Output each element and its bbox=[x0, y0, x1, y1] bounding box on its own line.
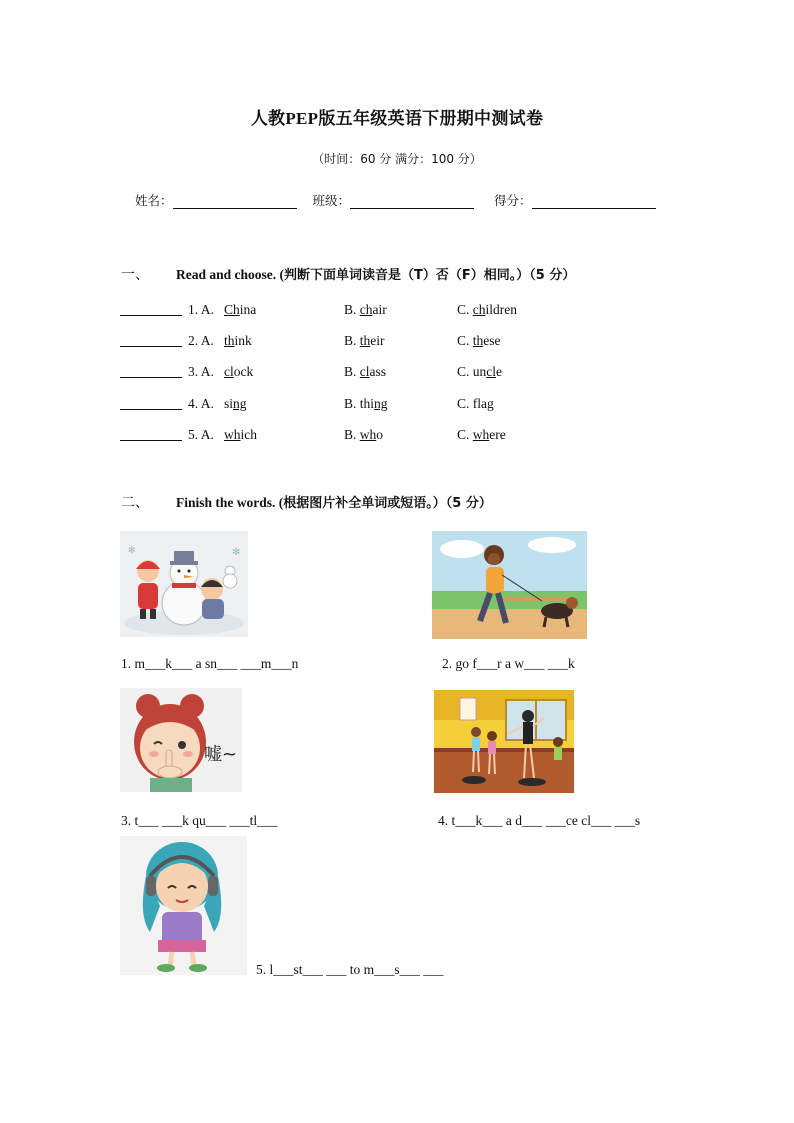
student-info-row bbox=[135, 191, 668, 209]
section-2-heading bbox=[121, 492, 492, 512]
underlined-letters: th bbox=[359, 333, 371, 348]
option-b bbox=[344, 427, 383, 443]
underlined-letters: cl bbox=[224, 364, 234, 379]
music-picture bbox=[120, 836, 247, 975]
underlined-letters: ch bbox=[472, 302, 486, 317]
question-number: 5. A. bbox=[188, 427, 214, 442]
class-field[interactable] bbox=[350, 196, 474, 209]
option-a bbox=[224, 427, 257, 443]
option-text: ese bbox=[483, 333, 501, 348]
question-row bbox=[120, 364, 503, 380]
option-text: C. bbox=[457, 302, 473, 317]
fill-item-1: 1. m___k___ a sn___ ___m___n bbox=[121, 656, 299, 671]
underlined-letters: ng bbox=[233, 396, 247, 411]
section-title-en: Finish the words. ( bbox=[176, 495, 284, 510]
option-text: ock bbox=[233, 364, 254, 379]
option-a bbox=[224, 396, 247, 412]
option-text: ildren bbox=[485, 302, 518, 317]
option-text: B. bbox=[344, 427, 360, 442]
section-title-cn: 判断下面单词读音是（T）否（F）相同。）（5 分） bbox=[284, 268, 576, 283]
option-b bbox=[344, 302, 387, 318]
name-label: 姓名： bbox=[135, 193, 173, 208]
question-row bbox=[120, 396, 494, 412]
option-text: C. bbox=[457, 333, 473, 348]
section-1-heading bbox=[121, 264, 575, 284]
underlined-letters: cl bbox=[359, 364, 370, 379]
fill-item-5: 5. l___st___ ___ to m___s___ ___ bbox=[256, 962, 444, 977]
option-c bbox=[457, 364, 502, 380]
option-text: B. bbox=[344, 302, 360, 317]
option-text: B. thi bbox=[344, 396, 375, 411]
option-a bbox=[224, 364, 253, 380]
question-number: 1. A. bbox=[188, 302, 214, 317]
exam-info: （时间：60 分 满分：100 分） bbox=[312, 152, 482, 166]
answer-blank[interactable] bbox=[120, 334, 182, 347]
svg-text:✻: ✻ bbox=[128, 546, 136, 556]
option-text: ass bbox=[369, 364, 387, 379]
class-label: 班级： bbox=[312, 193, 351, 208]
option-c bbox=[457, 333, 501, 349]
answer-blank[interactable] bbox=[120, 365, 182, 378]
section-number: 一、 bbox=[121, 267, 149, 283]
option-text: ina bbox=[239, 302, 257, 317]
page-title: 人教PEP版五年级英语下册期中测试卷 bbox=[250, 109, 544, 128]
underlined-letters: wh bbox=[472, 427, 490, 442]
answer-blank[interactable] bbox=[120, 303, 182, 316]
option-b bbox=[344, 333, 385, 349]
option-text: e bbox=[496, 364, 503, 379]
section-title-cn: 根据图片补全单词或短语。）（5 分） bbox=[283, 496, 492, 511]
answer-blank[interactable] bbox=[120, 397, 182, 410]
option-a bbox=[224, 333, 252, 349]
option-text: B. bbox=[344, 364, 360, 379]
option-c bbox=[457, 302, 517, 318]
option-text: C. bbox=[457, 427, 473, 442]
option-text: B. bbox=[344, 333, 360, 348]
underlined-letters: wh bbox=[224, 427, 241, 442]
answer-blank[interactable] bbox=[120, 428, 182, 441]
underlined-letters: th bbox=[224, 333, 235, 348]
question-row bbox=[120, 333, 501, 349]
shush-caption: 嘘~ bbox=[204, 744, 238, 765]
name-field[interactable] bbox=[173, 196, 297, 209]
underlined-letters: cl bbox=[486, 364, 497, 379]
question-number: 3. A. bbox=[188, 364, 214, 379]
underlined-letters: g bbox=[487, 396, 494, 411]
option-text: ink bbox=[234, 333, 252, 348]
section-title-en: Read and choose. ( bbox=[176, 267, 285, 282]
fill-item-3: 3. t___ ___k qu___ ___tl___ bbox=[121, 813, 278, 828]
underlined-letters: th bbox=[472, 333, 484, 348]
walk-dog-picture bbox=[432, 531, 587, 639]
option-text: C. un bbox=[457, 364, 487, 379]
option-text: C. fla bbox=[457, 396, 487, 411]
snowman-picture bbox=[120, 531, 248, 637]
fill-item-4: 4. t___k___ a d___ ___ce cl___ ___s bbox=[438, 813, 641, 828]
question-row bbox=[120, 302, 518, 318]
option-c bbox=[457, 427, 506, 443]
underlined-letters: wh bbox=[359, 427, 377, 442]
shush-picture bbox=[120, 688, 242, 792]
question-number: 4. A. bbox=[188, 396, 214, 411]
option-b bbox=[344, 396, 388, 412]
option-text: o bbox=[376, 427, 384, 442]
underlined-letters: ch bbox=[359, 302, 373, 317]
fill-item-2: 2. go f___r a w___ ___k bbox=[442, 656, 575, 671]
option-a bbox=[224, 302, 256, 318]
option-text: air bbox=[372, 302, 387, 317]
dance-class-picture bbox=[434, 690, 574, 793]
question-number: 2. A. bbox=[188, 333, 214, 348]
svg-text:✻: ✻ bbox=[232, 547, 241, 558]
option-text: ich bbox=[240, 427, 257, 442]
underlined-letters: Ch bbox=[224, 302, 240, 317]
score-field[interactable] bbox=[532, 196, 656, 209]
option-text: eir bbox=[370, 333, 385, 348]
section-number: 二、 bbox=[121, 495, 149, 511]
score-label: 得分： bbox=[494, 193, 532, 208]
option-text: ere bbox=[489, 427, 506, 442]
underlined-letters: ng bbox=[374, 396, 388, 411]
question-row bbox=[120, 427, 506, 443]
option-text: si bbox=[224, 396, 234, 411]
option-c bbox=[457, 396, 494, 412]
option-b bbox=[344, 364, 386, 380]
